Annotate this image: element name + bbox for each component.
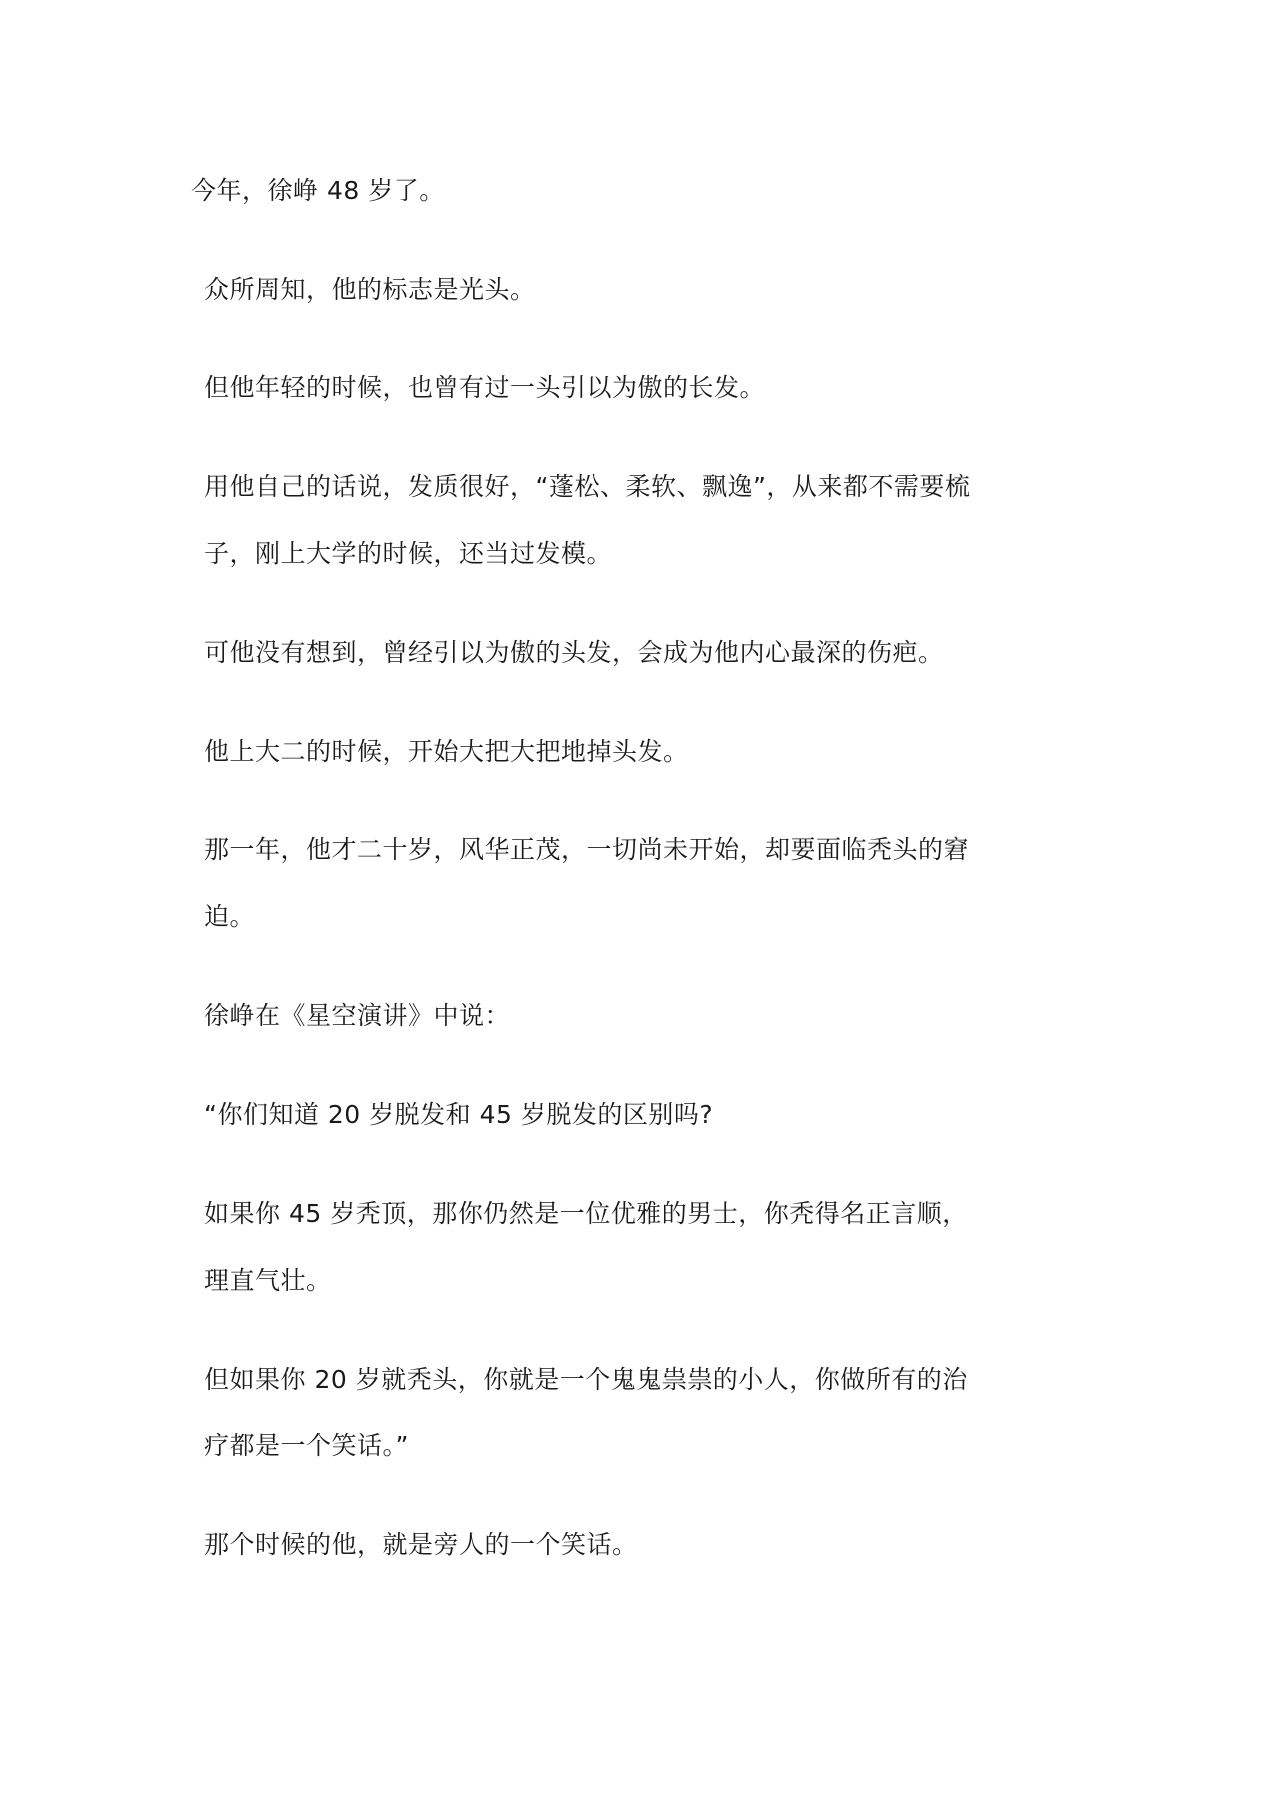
- paragraph-line: 子，刚上大学的时候，还当过发模。: [204, 539, 613, 568]
- paragraph-line: 他上大二的时候，开始大把大把地掉头发。: [204, 737, 689, 766]
- paragraph-line: 那一年，他才二十岁，风华正茂，一切尚未开始，却要面临秃头的窘: [204, 835, 970, 864]
- paragraph-line: 那个时候的他，就是旁人的一个笑话。: [204, 1530, 638, 1559]
- paragraph-line: 徐峥在《星空演讲》中说：: [204, 1001, 511, 1030]
- paragraph-line: 今年，徐峥 48 岁了。: [191, 176, 445, 205]
- paragraph-line: 可他没有想到，曾经引以为傲的头发，会成为他内心最深的伤疤。: [204, 638, 944, 667]
- paragraph-line: 迫。: [204, 902, 256, 931]
- paragraph-line: 但如果你 20 岁就秃头，你就是一个鬼鬼祟祟的小人，你做所有的治: [204, 1365, 968, 1394]
- paragraph-line: 但他年轻的时候，也曾有过一头引以为傲的长发。: [204, 373, 766, 402]
- paragraph-line: 疗都是一个笑话。”: [204, 1431, 409, 1460]
- paragraph-line: “你们知道 20 岁脱发和 45 岁脱发的区别吗?: [204, 1100, 714, 1129]
- paragraph-line: 如果你 45 岁秃顶，那你仍然是一位优雅的男士，你秃得名正言顺，: [204, 1199, 968, 1228]
- paragraph-line: 众所周知，他的标志是光头。: [204, 275, 536, 304]
- paragraph-line: 用他自己的话说，发质很好，“蓬松、柔软、飘逸”，从来都不需要梳: [204, 472, 971, 501]
- paragraph-line: 理直气壮。: [204, 1266, 332, 1295]
